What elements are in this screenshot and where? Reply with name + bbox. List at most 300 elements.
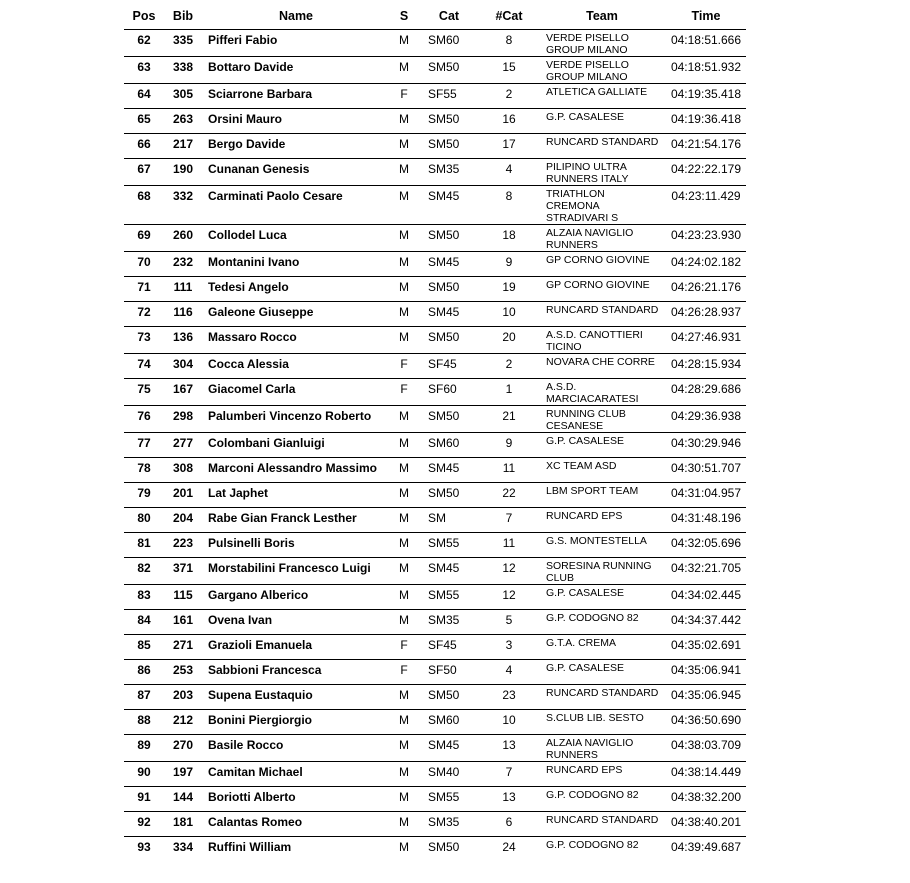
cell-time: 04:32:21.705	[666, 558, 746, 585]
cell-name: Palumberi Vincenzo Roberto	[202, 406, 390, 433]
team-line: G.P. CASALESE	[546, 587, 625, 599]
cell-time: 04:29:36.938	[666, 406, 746, 433]
cell-pos: 75	[124, 379, 164, 406]
cell-ncat: 7	[480, 508, 538, 533]
cell-bib: 144	[164, 787, 202, 812]
cell-time: 04:30:51.707	[666, 458, 746, 483]
team-line: S.CLUB LIB. SESTO	[546, 712, 644, 724]
cell-sex: M	[390, 685, 418, 710]
cell-time: 04:31:48.196	[666, 508, 746, 533]
cell-team	[538, 787, 666, 812]
cell-sex: M	[390, 735, 418, 762]
cell-cat: SF60	[418, 379, 480, 406]
team-line: RUNCARD EPS	[546, 764, 623, 776]
cell-team	[538, 685, 666, 710]
cell-sex: M	[390, 225, 418, 252]
table-row	[124, 787, 746, 812]
cell-sex: M	[390, 787, 418, 812]
results-body	[124, 30, 746, 862]
cell-sex: M	[390, 710, 418, 735]
cell-bib: 305	[164, 84, 202, 109]
cell-ncat: 17	[480, 134, 538, 159]
cell-team	[538, 379, 666, 406]
cell-team	[538, 558, 666, 585]
cell-team	[538, 225, 666, 252]
cell-bib: 338	[164, 57, 202, 84]
cell-bib: 201	[164, 483, 202, 508]
cell-bib: 111	[164, 277, 202, 302]
cell-cat: SM55	[418, 533, 480, 558]
cell-name: Bonini Piergiorgio	[202, 710, 390, 735]
cell-team	[538, 277, 666, 302]
cell-ncat: 13	[480, 787, 538, 812]
cell-time: 04:23:11.429	[666, 186, 746, 225]
cell-cat: SM45	[418, 558, 480, 585]
cell-pos: 85	[124, 635, 164, 660]
cell-team	[538, 57, 666, 84]
cell-ncat: 10	[480, 302, 538, 327]
table-row	[124, 635, 746, 660]
cell-name: Collodel Luca	[202, 225, 390, 252]
cell-time: 04:38:14.449	[666, 762, 746, 787]
team-line: RUNNERS	[546, 239, 598, 251]
cell-time: 04:28:15.934	[666, 354, 746, 379]
header-team: Team	[538, 2, 666, 30]
cell-team	[538, 837, 666, 862]
header-bib: Bib	[164, 2, 202, 30]
cell-bib: 308	[164, 458, 202, 483]
cell-cat: SM50	[428, 840, 460, 854]
cell-time: 04:35:06.941	[666, 660, 746, 685]
cell-sex: M	[390, 134, 418, 159]
cell-cat: SF50	[418, 660, 480, 685]
cell-time: 04:18:51.666	[666, 30, 746, 57]
cell-cat: SM50	[418, 109, 480, 134]
cell-team	[538, 252, 666, 277]
cell-sex: M	[390, 558, 418, 585]
cell-ncat: 11	[480, 458, 538, 483]
cell-bib: 371	[164, 558, 202, 585]
cell-time: 04:34:02.445	[666, 585, 746, 610]
cell-cat: SM35	[418, 159, 480, 186]
cell-bib: 223	[164, 533, 202, 558]
team-line: TICINO	[546, 341, 582, 353]
cell-pos: 92	[124, 812, 164, 837]
table-row	[124, 186, 746, 225]
team-line: G.P. CASALESE	[546, 111, 625, 123]
cell-ncat: 9	[480, 252, 538, 277]
cell-time: 04:26:21.176	[666, 277, 746, 302]
cell-name: Cunanan Genesis	[202, 159, 390, 186]
team-line: PILIPINO ULTRA	[546, 161, 627, 173]
cell-pos: 71	[124, 277, 164, 302]
team-line: ATLETICA GALLIATE	[546, 86, 648, 98]
cell-team	[538, 30, 666, 57]
cell-cat: SM50	[418, 225, 480, 252]
cell-name: Pulsinelli Boris	[202, 533, 390, 558]
cell-cat: SM50	[418, 327, 480, 354]
cell-pos: 91	[124, 787, 164, 812]
cell-name: Sciarrone Barbara	[202, 84, 390, 109]
cell-bib: 116	[164, 302, 202, 327]
cell-bib: 334	[172, 840, 194, 854]
cell-pos: 80	[124, 508, 164, 533]
table-row	[124, 610, 746, 635]
team-line: CREMONA	[546, 200, 600, 212]
cell-cat: SM60	[418, 433, 480, 458]
cell-team	[538, 458, 666, 483]
cell-time: 04:35:02.691	[666, 635, 746, 660]
table-row	[124, 837, 746, 862]
cell-pos: 69	[124, 225, 164, 252]
cell-pos: 83	[124, 585, 164, 610]
cell-team	[538, 159, 666, 186]
table-row	[124, 57, 746, 84]
cell-name: Ruffini William	[208, 840, 292, 854]
cell-time: 04:30:29.946	[666, 433, 746, 458]
team-line: ALZAIA NAVIGLIO	[546, 737, 634, 749]
cell-cat: SM50	[418, 685, 480, 710]
cell-cat: SM60	[418, 710, 480, 735]
table-row	[124, 159, 746, 186]
cell-bib: 332	[164, 186, 202, 225]
header-pos: Pos	[124, 2, 164, 30]
cell-bib: 271	[164, 635, 202, 660]
cell-pos: 78	[124, 458, 164, 483]
table-row	[124, 508, 746, 533]
cell-ncat: 2	[480, 84, 538, 109]
cell-team	[538, 762, 666, 787]
cell-cat: SM60	[418, 30, 480, 57]
table-row	[124, 533, 746, 558]
header-sex: S	[390, 2, 418, 30]
cell-bib: 161	[164, 610, 202, 635]
cell-name: Sabbioni Francesca	[202, 660, 390, 685]
cell-pos: 79	[124, 483, 164, 508]
cell-time: 04:31:04.957	[666, 483, 746, 508]
cell-team	[538, 812, 666, 837]
cell-team	[538, 483, 666, 508]
cell-time: 04:38:03.709	[666, 735, 746, 762]
cell-sex: M	[390, 302, 418, 327]
cell-bib: 263	[164, 109, 202, 134]
cell-name: Rabe Gian Franck Lesther	[202, 508, 390, 533]
table-row	[124, 134, 746, 159]
cell-time: 04:21:54.176	[666, 134, 746, 159]
table-row	[124, 710, 746, 735]
table-row	[124, 660, 746, 685]
team-line: RUNCARD STANDARD	[546, 136, 659, 148]
cell-pos: 66	[124, 134, 164, 159]
team-line: XC TEAM ASD	[546, 460, 617, 472]
cell-pos: 93	[137, 840, 151, 854]
cell-time: 04:18:51.932	[666, 57, 746, 84]
table-row	[124, 354, 746, 379]
cell-name: Boriotti Alberto	[202, 787, 390, 812]
team-line: LBM SPORT TEAM	[546, 485, 639, 497]
table-row	[124, 109, 746, 134]
cell-team	[538, 186, 666, 225]
header-name: Name	[202, 2, 390, 30]
cell-pos: 88	[124, 710, 164, 735]
team-line: ALZAIA NAVIGLIO	[546, 227, 634, 239]
cell-team	[538, 302, 666, 327]
cell-sex: F	[390, 354, 418, 379]
cell-cat: SM50	[418, 57, 480, 84]
cell-bib: 277	[164, 433, 202, 458]
table-row	[124, 252, 746, 277]
cell-pos: 65	[124, 109, 164, 134]
team-line: G.S. MONTESTELLA	[546, 535, 647, 547]
cell-cat: SM45	[418, 252, 480, 277]
table-row	[124, 812, 746, 837]
cell-sex: M	[390, 327, 418, 354]
cell-ncat: 8	[480, 30, 538, 57]
cell-bib: 270	[164, 735, 202, 762]
cell-bib: 335	[164, 30, 202, 57]
cell-ncat: 13	[480, 735, 538, 762]
cell-cat: SM	[418, 508, 480, 533]
cell-time: 04:32:05.696	[666, 533, 746, 558]
cell-sex: M	[390, 585, 418, 610]
cell-sex: F	[390, 84, 418, 109]
cell-sex: M	[390, 159, 418, 186]
team-line: RUNCARD STANDARD	[546, 814, 659, 826]
cell-sex: M	[390, 508, 418, 533]
cell-pos: 82	[124, 558, 164, 585]
cell-name: Giacomel Carla	[202, 379, 390, 406]
cell-pos: 84	[124, 610, 164, 635]
results-table	[124, 2, 746, 861]
team-line: GP CORNO GIOVINE	[546, 254, 650, 266]
cell-time: 04:27:46.931	[666, 327, 746, 354]
cell-name: Montanini Ivano	[202, 252, 390, 277]
cell-bib: 197	[164, 762, 202, 787]
table-row	[124, 458, 746, 483]
table-row	[124, 735, 746, 762]
cell-pos: 62	[124, 30, 164, 57]
cell-cat: SF45	[418, 354, 480, 379]
cell-name: Camitan Michael	[202, 762, 390, 787]
cell-sex: F	[390, 660, 418, 685]
table-row	[124, 277, 746, 302]
cell-team	[538, 585, 666, 610]
cell-team	[538, 433, 666, 458]
cell-name: Marconi Alessandro Massimo	[202, 458, 390, 483]
header-cat: Cat	[418, 2, 480, 30]
cell-sex: M	[390, 812, 418, 837]
cell-bib: 190	[164, 159, 202, 186]
cell-name: Galeone Giuseppe	[202, 302, 390, 327]
cell-cat: SM45	[418, 735, 480, 762]
cell-ncat: 22	[480, 483, 538, 508]
cell-ncat: 11	[480, 533, 538, 558]
cell-pos: 73	[124, 327, 164, 354]
table-row	[124, 84, 746, 109]
cell-ncat: 21	[480, 406, 538, 433]
team-line: RUNNING CLUB	[546, 408, 626, 420]
cell-pos: 77	[124, 433, 164, 458]
cell-cat: SM50	[418, 483, 480, 508]
cell-cat: SM55	[418, 585, 480, 610]
team-line: A.S.D. CANOTTIERI	[546, 329, 643, 341]
cell-pos: 90	[124, 762, 164, 787]
cell-bib: 136	[164, 327, 202, 354]
cell-cat: SM35	[418, 610, 480, 635]
cell-ncat: 20	[480, 327, 538, 354]
cell-bib: 204	[164, 508, 202, 533]
cell-bib: 115	[164, 585, 202, 610]
cell-time: 04:23:23.930	[666, 225, 746, 252]
cell-name: Cocca Alessia	[202, 354, 390, 379]
team-line: RUNCARD EPS	[546, 510, 623, 522]
cell-ncat: 19	[480, 277, 538, 302]
cell-cat: SM35	[418, 812, 480, 837]
cell-name: Bergo Davide	[202, 134, 390, 159]
cell-bib: 260	[164, 225, 202, 252]
cell-sex: M	[390, 610, 418, 635]
cell-ncat: 4	[480, 660, 538, 685]
cell-bib: 304	[164, 354, 202, 379]
cell-pos: 68	[124, 186, 164, 225]
cell-cat: SM50	[418, 277, 480, 302]
team-line: CLUB	[546, 572, 575, 584]
cell-ncat: 23	[480, 685, 538, 710]
cell-pos: 72	[124, 302, 164, 327]
table-row	[124, 558, 746, 585]
cell-team	[538, 354, 666, 379]
cell-team	[538, 660, 666, 685]
cell-sex: M	[390, 483, 418, 508]
cell-pos: 64	[124, 84, 164, 109]
cell-name: Calantas Romeo	[202, 812, 390, 837]
cell-team	[538, 610, 666, 635]
team-line: G.T.A. CREMA	[546, 637, 617, 649]
cell-cat: SM50	[418, 134, 480, 159]
cell-name: Morstabilini Francesco Luigi	[202, 558, 390, 585]
cell-time: 04:35:06.945	[666, 685, 746, 710]
header-row	[124, 2, 746, 30]
cell-sex: M	[390, 277, 418, 302]
cell-team	[538, 635, 666, 660]
cell-ncat: 6	[480, 812, 538, 837]
cell-pos: 70	[124, 252, 164, 277]
team-line: SORESINA RUNNING	[546, 560, 652, 572]
team-line: NOVARA CHE CORRE	[546, 356, 655, 368]
cell-sex: M	[390, 533, 418, 558]
cell-bib: 298	[164, 406, 202, 433]
cell-name: Carminati Paolo Cesare	[202, 186, 390, 225]
cell-ncat: 1	[480, 379, 538, 406]
team-line: MARCIACARATESI	[546, 393, 639, 405]
cell-sex: M	[390, 109, 418, 134]
cell-sex: M	[390, 762, 418, 787]
cell-time: 04:38:32.200	[666, 787, 746, 812]
cell-cat: SM45	[418, 458, 480, 483]
cell-time: 04:36:50.690	[666, 710, 746, 735]
cell-ncat: 7	[480, 762, 538, 787]
cell-pos: 87	[124, 685, 164, 710]
team-line: A.S.D.	[546, 381, 577, 393]
cell-team	[538, 134, 666, 159]
cell-ncat: 16	[480, 109, 538, 134]
cell-sex: M	[390, 252, 418, 277]
cell-time: 04:26:28.937	[666, 302, 746, 327]
team-line: GROUP MILANO	[546, 44, 628, 56]
team-line: GP CORNO GIOVINE	[546, 279, 650, 291]
cell-bib: 212	[164, 710, 202, 735]
cell-name: Tedesi Angelo	[202, 277, 390, 302]
table-row	[124, 483, 746, 508]
cell-pos: 86	[124, 660, 164, 685]
cell-time: 04:24:02.182	[666, 252, 746, 277]
cell-cat: SF55	[418, 84, 480, 109]
cell-time: 04:22:22.179	[666, 159, 746, 186]
cell-name: Bottaro Davide	[202, 57, 390, 84]
cell-ncat: 10	[480, 710, 538, 735]
cell-ncat: 3	[480, 635, 538, 660]
cell-ncat: 2	[480, 354, 538, 379]
cell-bib: 167	[164, 379, 202, 406]
cell-team	[538, 406, 666, 433]
cell-pos: 67	[124, 159, 164, 186]
cell-name: Gargano Alberico	[202, 585, 390, 610]
table-row	[124, 585, 746, 610]
team-line: TRIATHLON	[546, 188, 605, 200]
table-row	[124, 762, 746, 787]
team-line: G.P. CODOGNO 82	[546, 612, 639, 624]
cell-ncat: 24	[502, 840, 516, 854]
cell-cat: SM50	[418, 406, 480, 433]
cell-bib: 217	[164, 134, 202, 159]
cell-pos: 76	[124, 406, 164, 433]
cell-cat: SM40	[418, 762, 480, 787]
cell-sex: M	[390, 433, 418, 458]
team-line: STRADIVARI S	[546, 212, 619, 224]
cell-team	[538, 735, 666, 762]
table-row	[124, 327, 746, 354]
cell-ncat: 18	[480, 225, 538, 252]
cell-time: 04:19:36.418	[666, 109, 746, 134]
team-line: VERDE PISELLO	[546, 32, 629, 44]
cell-team	[538, 109, 666, 134]
cell-sex: F	[390, 635, 418, 660]
cell-sex: M	[390, 458, 418, 483]
cell-ncat: 4	[480, 159, 538, 186]
team-line: RUNCARD STANDARD	[546, 304, 659, 316]
cell-name: Grazioli Emanuela	[202, 635, 390, 660]
table-row	[124, 685, 746, 710]
team-line: G.P. CODOGNO 82	[546, 839, 639, 851]
cell-pos: 74	[124, 354, 164, 379]
table-row	[124, 379, 746, 406]
cell-bib: 232	[164, 252, 202, 277]
cell-pos: 81	[124, 533, 164, 558]
cell-name: Supena Eustaquio	[202, 685, 390, 710]
cell-time: 04:39:49.687	[670, 840, 742, 854]
cell-bib: 181	[164, 812, 202, 837]
cell-time: 04:38:40.201	[666, 812, 746, 837]
cell-name: Pifferi Fabio	[202, 30, 390, 57]
table-row	[124, 406, 746, 433]
cell-sex: M	[390, 57, 418, 84]
cell-cat: SM55	[418, 787, 480, 812]
team-line: RUNNERS	[546, 749, 598, 761]
header-ncat: #Cat	[480, 2, 538, 30]
team-line: G.P. CODOGNO 82	[546, 789, 639, 801]
team-line: RUNCARD STANDARD	[546, 687, 659, 699]
table-row	[124, 225, 746, 252]
